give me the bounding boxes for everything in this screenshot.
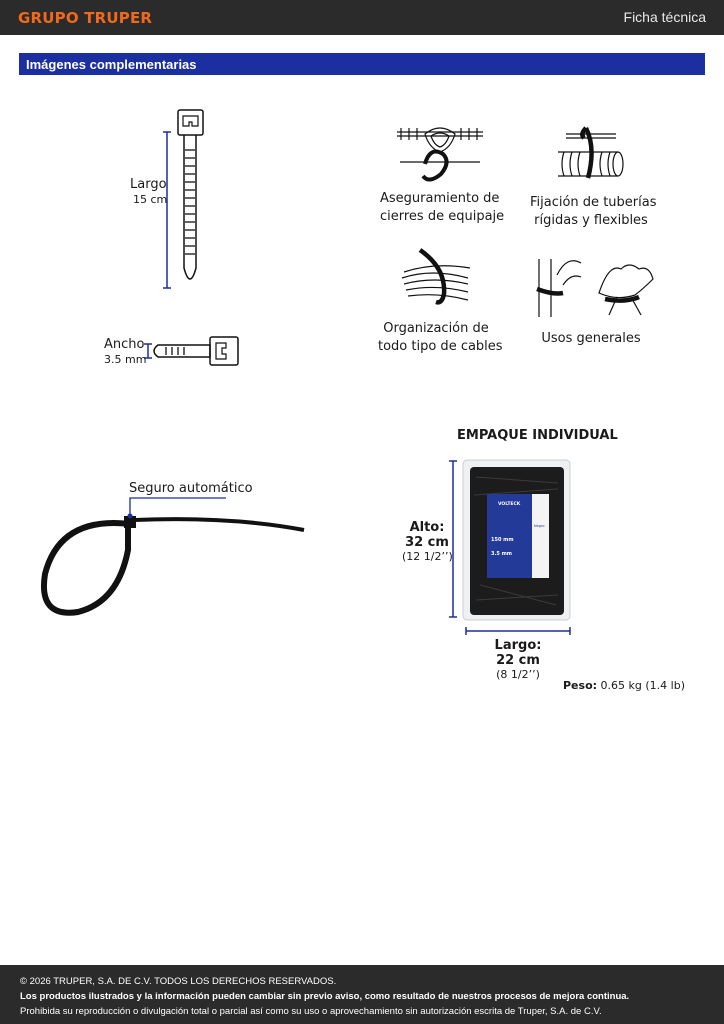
length-value: 15 cm — [133, 193, 168, 206]
package-title: EMPAQUE INDIVIDUAL — [457, 428, 618, 443]
width-value: 3.5 mm — [104, 353, 147, 366]
length-label: Largo — [130, 177, 167, 192]
use-label-cables-line2: todo tipo de cables — [378, 339, 503, 354]
pipe-icon — [556, 124, 628, 184]
use-label-general — [535, 330, 647, 348]
footer-copyright: © 2026 TRUPER, S.A. DE C.V. TODOS LOS DERECHOS RESERVADOS. — [20, 976, 337, 987]
footer — [0, 965, 724, 1024]
plant-bag-icon — [535, 255, 660, 320]
package-weight — [563, 679, 685, 692]
use-label-pipes-line1: Fijación de tuberías — [530, 195, 657, 210]
brand-logo: GRUPO TRUPER — [18, 9, 153, 27]
card-brand: VOLTECK — [498, 502, 521, 507]
package-height-cm: 32 cm — [405, 535, 449, 550]
package-length-label: Largo: — [494, 638, 542, 653]
document-type: Ficha técnica — [623, 9, 706, 25]
package-weight-value: 0.65 kg (1.4 lb) — [600, 679, 685, 692]
looped-cable-tie-drawing — [30, 490, 350, 640]
width-label: Ancho — [104, 337, 145, 352]
package-height-label: Alto: — [409, 520, 445, 535]
card-size-length: 150 mm — [491, 537, 514, 543]
use-label-general-line1: Usos generales — [541, 331, 641, 346]
footer-rights: Prohibida su reproducción o divulgación total o parcial así como su uso o aprovechamiento sin autorización escrita de Truper, S.A. de C.V. — [20, 1006, 602, 1017]
use-label-luggage-line1: Aseguramiento de — [380, 191, 500, 206]
use-label-luggage — [380, 190, 505, 226]
package-length-in: (8 1/2’’) — [496, 668, 540, 681]
use-label-cables-line1: Organización de — [383, 321, 489, 336]
card-color: Negro — [534, 524, 545, 528]
use-label-luggage-line2: cierres de equipaje — [380, 209, 505, 224]
footer-notice: Los productos ilustrados y la información pueden cambiar sin previo aviso, como resultado de nuestros procesos de mejora continua. — [20, 991, 630, 1002]
package-drawing — [440, 455, 660, 645]
package-length-cm: 22 cm — [496, 653, 540, 668]
card-size-width: 3.5 mm — [491, 551, 513, 557]
luggage-zipper-icon — [395, 122, 485, 182]
package-weight-label: Peso: — [563, 679, 598, 692]
use-label-cables — [378, 320, 503, 356]
use-label-pipes — [530, 194, 657, 230]
use-label-pipes-line2: rígidas y flexibles — [534, 213, 648, 228]
cable-bundle-icon — [400, 248, 475, 308]
package-height-in: (12 1/2’’) — [402, 550, 453, 563]
auto-lock-label: Seguro automático — [129, 481, 253, 496]
section-title: Imágenes complementarias — [26, 57, 197, 72]
